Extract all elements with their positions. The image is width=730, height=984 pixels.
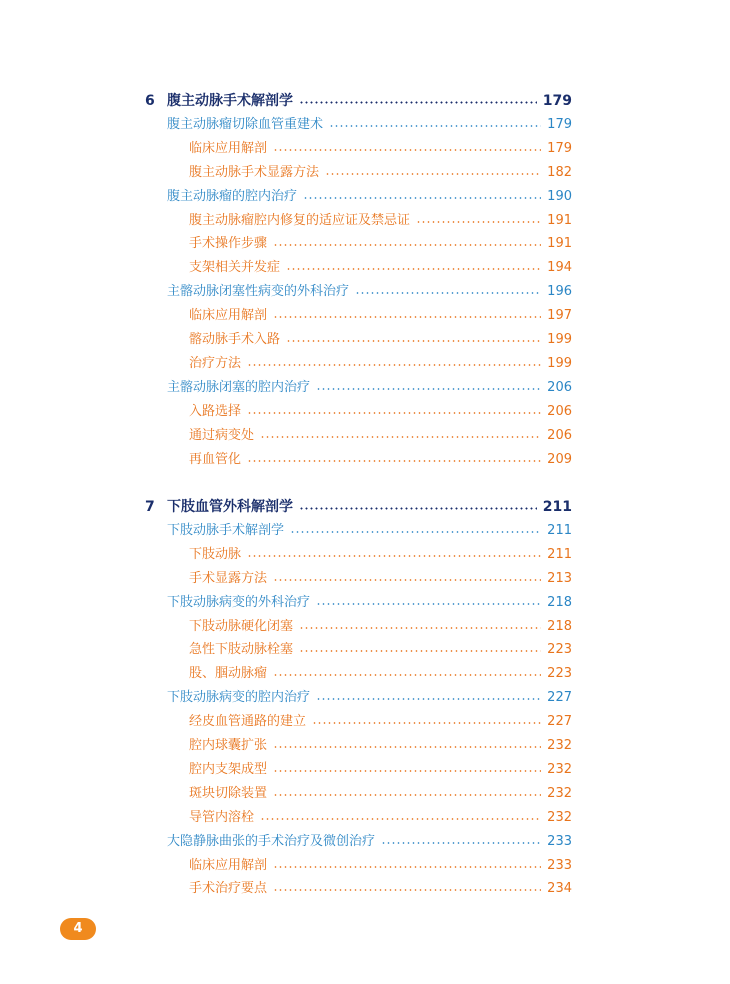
subsection-page-number: 223	[547, 642, 572, 658]
subsection-page-number: 206	[547, 427, 572, 443]
subsection-title: 通过病变处	[189, 427, 255, 443]
toc-section-row[interactable]	[167, 377, 572, 399]
toc-section-row[interactable]	[167, 831, 572, 853]
dot-leader	[299, 507, 537, 510]
subsection-page-number: 209	[547, 451, 572, 467]
toc-chapter-row[interactable]	[145, 90, 572, 112]
subsection-page-number: 218	[547, 618, 572, 634]
subsection-title: 腹主动脉手术显露方法	[189, 164, 320, 180]
subsection-title: 治疗方法	[189, 355, 242, 371]
dot-leader	[286, 340, 541, 342]
toc-subsection-row[interactable]	[189, 233, 572, 255]
subsection-title: 支架相关并发症	[189, 260, 281, 276]
dot-leader	[273, 149, 541, 151]
dot-leader	[303, 197, 541, 199]
subsection-page-number: 233	[547, 857, 572, 873]
toc-subsection-row[interactable]	[189, 711, 572, 733]
dot-leader	[273, 316, 541, 318]
toc-subsection-row[interactable]	[189, 855, 572, 877]
toc-subsection-row[interactable]	[189, 639, 572, 661]
toc-subsection-row[interactable]	[189, 759, 572, 781]
dot-leader	[355, 292, 541, 294]
toc-section-row[interactable]	[167, 114, 572, 136]
toc-subsection-row[interactable]	[189, 544, 572, 566]
subsection-title: 下肢动脉硬化闭塞	[189, 618, 294, 634]
section-page-number: 218	[547, 594, 572, 610]
toc-subsection-row[interactable]	[189, 401, 572, 423]
subsection-title: 入路选择	[189, 403, 242, 419]
toc-subsection-row[interactable]	[189, 449, 572, 471]
dot-leader	[273, 244, 541, 246]
dot-leader	[381, 842, 541, 844]
section-page-number: 233	[547, 833, 572, 849]
toc-subsection-row[interactable]	[189, 329, 572, 351]
subsection-page-number: 232	[547, 761, 572, 777]
subsection-title: 急性下肢动脉栓塞	[189, 642, 294, 658]
subsection-page-number: 179	[547, 140, 572, 156]
chapter-number: 7	[145, 499, 155, 515]
subsection-title: 导管内溶栓	[189, 809, 255, 825]
subsection-title: 经皮血管通路的建立	[189, 714, 307, 730]
subsection-page-number: 206	[547, 403, 572, 419]
subsection-page-number: 234	[547, 881, 572, 897]
section-title: 腹主动脉瘤的腔内治疗	[167, 188, 298, 204]
subsection-page-number: 191	[547, 236, 572, 252]
dot-leader	[316, 388, 541, 390]
subsection-title: 腔内支架成型	[189, 761, 268, 777]
dot-leader	[273, 579, 541, 581]
toc-subsection-row[interactable]	[189, 568, 572, 590]
dot-leader	[299, 627, 541, 629]
toc-section-row[interactable]	[167, 687, 572, 709]
subsection-page-number: 199	[547, 332, 572, 347]
dot-leader	[273, 770, 541, 772]
toc-section-row[interactable]	[167, 520, 572, 542]
toc-subsection-row[interactable]	[189, 138, 572, 160]
toc-section-row[interactable]	[167, 592, 572, 614]
chapter-title: 腹主动脉手术解剖学	[167, 93, 293, 109]
dot-leader	[273, 866, 541, 868]
section-title: 大隐静脉曲张的手术治疗及微创治疗	[167, 833, 376, 849]
dot-leader	[273, 746, 541, 748]
section-page-number: 196	[547, 284, 572, 300]
subsection-title: 临床应用解剖	[189, 308, 268, 324]
dot-leader	[247, 364, 541, 366]
dot-leader	[273, 889, 541, 891]
section-title: 主髂动脉闭塞性病变的外科治疗	[167, 284, 350, 300]
subsection-title: 腔内球囊扩张	[189, 738, 268, 753]
subsection-page-number: 199	[547, 355, 572, 371]
dot-leader	[260, 818, 541, 820]
dot-leader	[247, 555, 541, 557]
subsection-page-number: 211	[547, 546, 572, 562]
subsection-page-number: 191	[547, 212, 572, 228]
chapter-page-number: 211	[542, 499, 572, 515]
chapter-page-number: 179	[542, 93, 572, 109]
subsection-page-number: 232	[547, 809, 572, 825]
subsection-page-number: 232	[547, 738, 572, 753]
subsection-title: 斑块切除装置	[189, 785, 268, 801]
section-page-number: 227	[547, 690, 572, 706]
dot-leader	[273, 674, 541, 676]
subsection-title: 髂动脉手术入路	[189, 332, 281, 347]
dot-leader	[299, 101, 537, 104]
subsection-title: 下肢动脉	[189, 546, 242, 562]
toc-subsection-row[interactable]	[189, 616, 572, 638]
toc-subsection-row[interactable]	[189, 807, 572, 829]
subsection-page-number: 232	[547, 785, 572, 801]
subsection-title: 手术操作步骤	[189, 236, 268, 252]
toc-subsection-row[interactable]	[189, 735, 572, 757]
toc-subsection-row[interactable]	[189, 353, 572, 375]
dot-leader	[290, 531, 541, 533]
toc-subsection-row[interactable]	[189, 257, 572, 279]
subsection-title: 手术显露方法	[189, 570, 268, 586]
subsection-page-number: 223	[547, 666, 572, 682]
toc-subsection-row[interactable]	[189, 210, 572, 232]
toc-subsection-row[interactable]	[189, 305, 572, 327]
section-page-number: 179	[547, 116, 572, 132]
subsection-title: 腹主动脉瘤腔内修复的适应证及禁忌证	[189, 212, 411, 228]
section-title: 下肢动脉病变的腔内治疗	[167, 690, 311, 706]
toc-chapter-row[interactable]	[145, 496, 572, 518]
dot-leader	[299, 650, 541, 652]
subsection-title: 临床应用解剖	[189, 857, 268, 873]
section-page-number: 190	[547, 188, 572, 204]
subsection-title: 手术治疗要点	[189, 881, 268, 897]
section-title: 腹主动脉瘤切除血管重建术	[167, 116, 324, 132]
toc-subsection-row[interactable]	[189, 162, 572, 184]
dot-leader	[325, 173, 541, 175]
section-title: 下肢动脉病变的外科治疗	[167, 594, 311, 610]
dot-leader	[312, 722, 541, 724]
dot-leader	[286, 268, 541, 270]
chapter-title: 下肢血管外科解剖学	[167, 499, 293, 515]
section-page-number: 206	[547, 379, 572, 395]
dot-leader	[316, 603, 541, 605]
dot-leader	[247, 412, 541, 414]
dot-leader	[273, 794, 541, 796]
dot-leader	[329, 125, 541, 127]
toc-subsection-row[interactable]	[189, 425, 572, 447]
subsection-page-number: 197	[547, 308, 572, 324]
toc-section-row[interactable]	[167, 186, 572, 208]
toc-subsection-row[interactable]	[189, 663, 572, 685]
page-number-badge: 4	[60, 918, 96, 940]
section-page-number: 211	[547, 522, 572, 538]
subsection-page-number: 194	[547, 260, 572, 276]
subsection-title: 股、腘动脉瘤	[189, 666, 268, 682]
section-title: 主髂动脉闭塞的腔内治疗	[167, 379, 311, 395]
dot-leader	[247, 460, 541, 462]
dot-leader	[260, 436, 541, 438]
toc-section-row[interactable]	[167, 281, 572, 303]
dot-leader	[316, 698, 541, 700]
subsection-title: 临床应用解剖	[189, 140, 268, 156]
subsection-page-number: 227	[547, 714, 572, 730]
section-title: 下肢动脉手术解剖学	[167, 522, 285, 538]
toc-subsection-row[interactable]	[189, 783, 572, 805]
subsection-title: 再血管化	[189, 451, 242, 467]
subsection-page-number: 213	[547, 570, 572, 586]
toc-subsection-row[interactable]	[189, 878, 572, 900]
subsection-page-number: 182	[547, 164, 572, 180]
chapter-number: 6	[145, 93, 155, 109]
dot-leader	[416, 221, 541, 223]
